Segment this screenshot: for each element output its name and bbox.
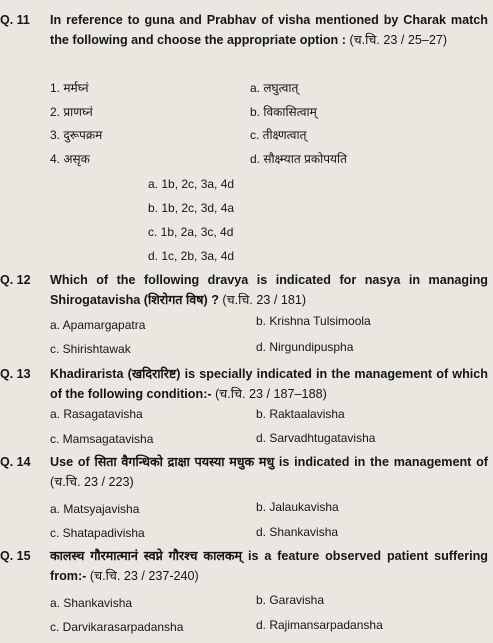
question-text: Khadirarista (खदिरारिष्ट) is specially indicated in the management of which of the following condition:- (च.चि. 23 / 187–188) [50,367,488,401]
reference: (च.चि. 23 / 223) [50,475,134,489]
match-left-item: 2. प्राणघ्नं [50,105,93,119]
match-left-item: 4. असृक [50,152,90,166]
option-a[interactable]: a. Matsyajavisha [50,502,140,516]
answer-option-a[interactable]: a. 1b, 2c, 3a, 4d [148,177,235,191]
option-b[interactable]: b. Jalaukavisha [256,500,339,514]
question-number: Q. 13 [0,367,31,381]
option-d[interactable]: d. Shankavisha [256,525,339,539]
option-b[interactable]: b. Raktaalavisha [256,407,345,421]
match-right-item: b. विकासित्वाम् [250,105,317,119]
answer-option-c[interactable]: c. 1b, 2a, 3c, 4d [148,225,234,239]
question-number: Q. 14 [0,455,31,469]
option-a[interactable]: a. Rasagatavisha [50,407,143,421]
match-right-item: c. तीक्ष्णत्वात् [250,128,307,142]
reference: (च.चि. 23 / 237-240) [89,569,199,583]
match-left-item: 1. मर्मघ्नं [50,81,89,95]
question-text: कालस्च गौरमात्मानं स्वप्ने गौरश्च कालकम् is a feature observed patient suffering from:- (च.चि. 23 / 237-240) [50,549,488,583]
match-left-item: 3. दुरूपक्रम [50,128,103,142]
answer-option-b[interactable]: b. 1b, 2c, 3d, 4a [148,201,235,215]
option-d[interactable]: d. Sarvadhtugatavisha [256,431,376,445]
reference: (च.चि. 23 / 25–27) [349,33,448,47]
match-right-item: d. सौक्ष्म्यात प्रकोपयति [250,152,347,166]
question-number: Q. 11 [0,13,30,27]
reference: (च.चि. 23 / 187–188) [215,387,327,401]
match-right-item: a. लघुत्वात् [250,81,299,95]
answer-option-d[interactable]: d. 1c, 2b, 3a, 4d [148,249,235,263]
question-number: Q. 15 [0,549,31,563]
option-b[interactable]: b. Krishna Tulsimoola [256,314,371,328]
question-number: Q. 12 [0,273,31,287]
option-c[interactable]: c. Shatapadivisha [50,526,145,540]
option-c[interactable]: c. Mamsagatavisha [50,432,154,446]
reference: (च.चि. 23 / 181) [222,293,307,307]
question-text: Which of the following dravya is indicated for nasya in managing Shirogatavisha (शिरोगत विष) ? (च.चि. 23 / 181) [50,273,488,307]
option-d[interactable]: d. Nirgundipuspha [256,340,354,354]
option-d[interactable]: d. Rajimansarpadansha [256,618,383,632]
option-a[interactable]: a. Apamargapatra [50,318,146,332]
option-c[interactable]: c. Shirishtawak [50,342,131,356]
option-b[interactable]: b. Garavisha [256,593,325,607]
question-text: Use of सिता वैगन्धिको द्राक्षा पयस्या मधुक मधु is indicated in the management of (च.चि. 23 / 223) [50,455,488,489]
option-c[interactable]: c. Darvikarasarpadansha [50,620,184,634]
option-a[interactable]: a. Shankavisha [50,596,133,610]
question-text: In reference to guna and Prabhav of visha mentioned by Charak match the following and choose the appropriate option : (च.चि. 23 / 25–27) [50,13,488,47]
